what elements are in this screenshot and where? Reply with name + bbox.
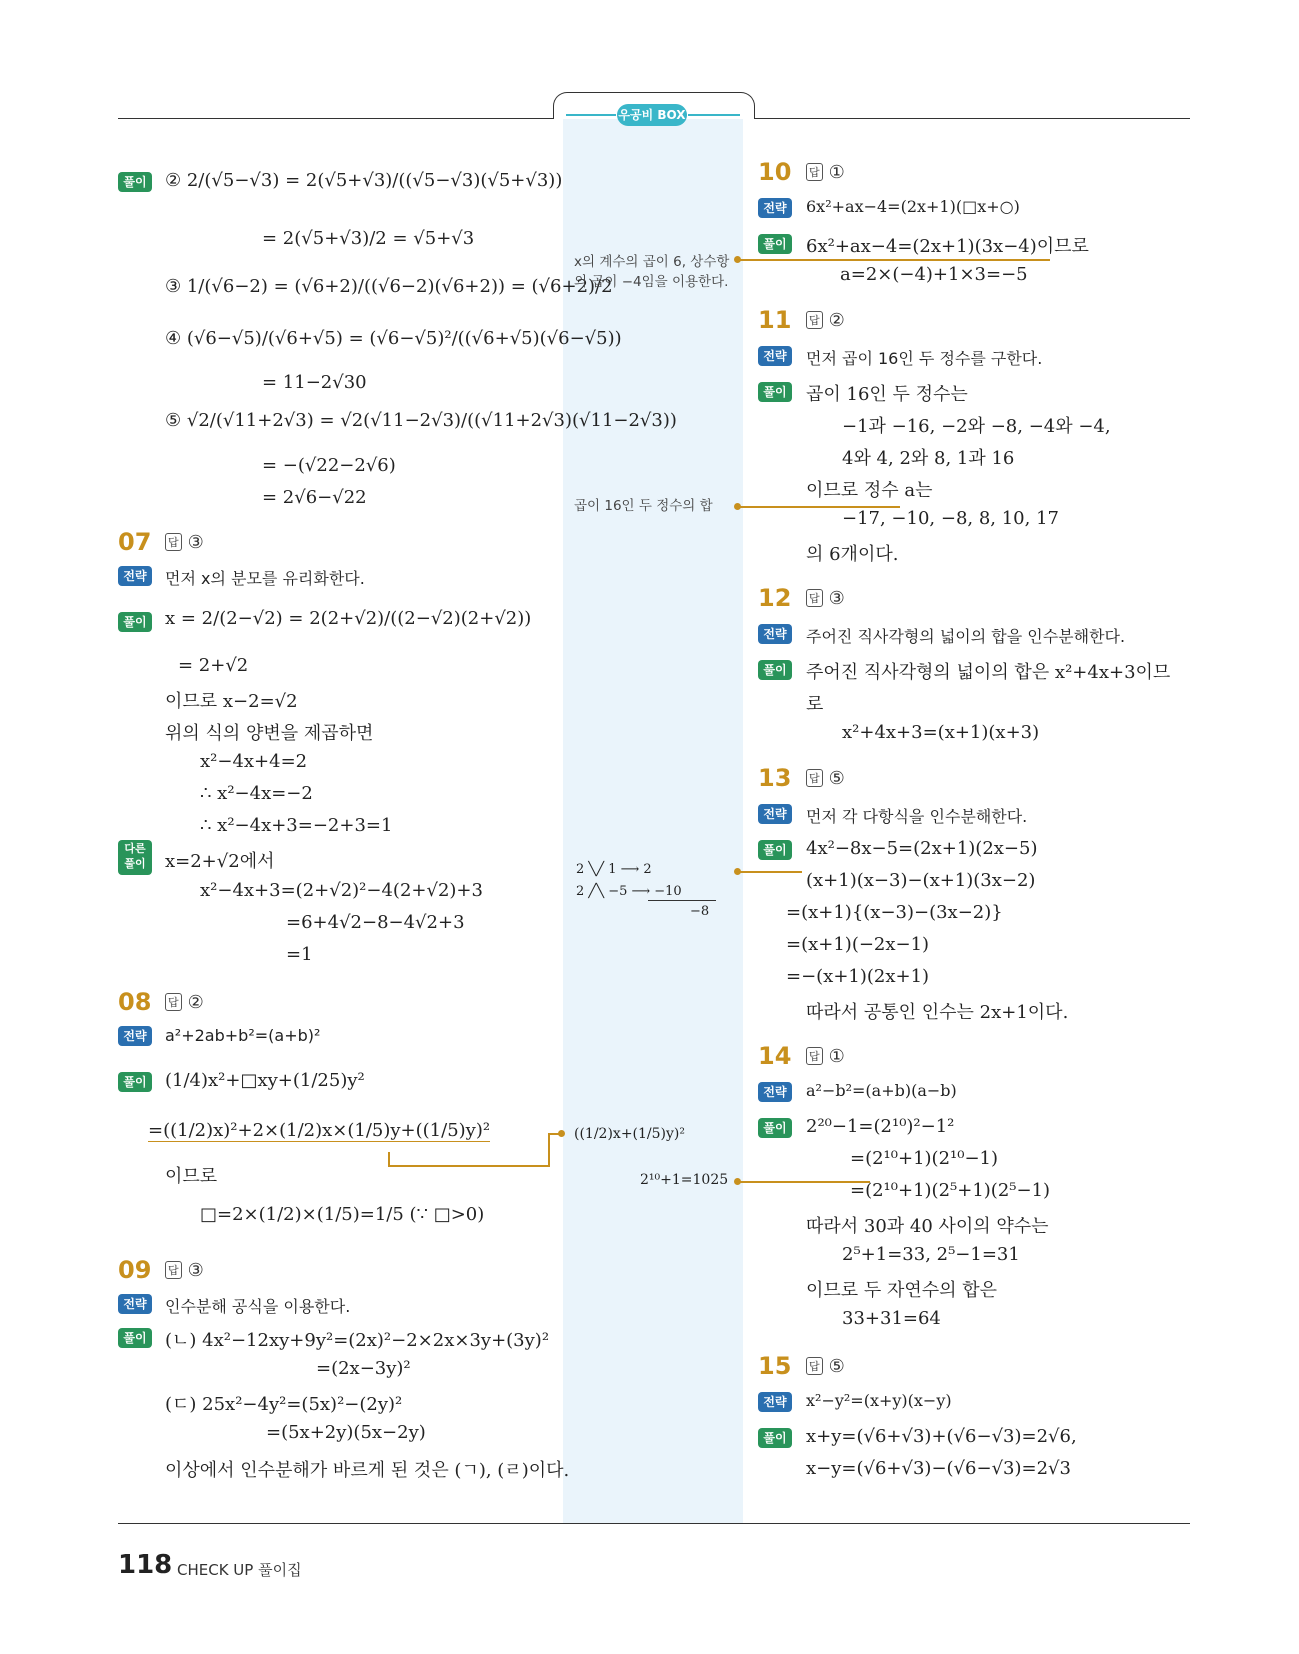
answer-icon: 답	[806, 1047, 823, 1065]
question-number: 14	[758, 1042, 792, 1070]
solution-line: =(x+1)(−2x−1)	[786, 934, 930, 955]
solution-line: = 2+√2	[178, 655, 249, 676]
solution-badge: 풀이	[758, 660, 792, 680]
answer-value: ①	[828, 1046, 845, 1067]
strategy-badge: 전략	[758, 624, 792, 644]
answer	[806, 162, 845, 183]
box-note: 곱이 16인 두 정수의 합	[574, 498, 713, 514]
answer-icon: 답	[806, 769, 823, 787]
strategy-text: x²−y²=(x+y)(x−y)	[806, 1391, 952, 1410]
solution-line: 주어진 직사각형의 넓이의 합은 x²+4x+3이므	[806, 662, 1171, 683]
solution-line: =((1/2)x)²+2×(1/2)x×(1/5)y+((1/5)y)²	[148, 1120, 491, 1141]
solution-line: −1과 −16, −2와 −8, −4와 −4,	[842, 416, 1111, 437]
solution-line: ② 2/(√5−√3) = 2(√5+√3)/((√5−√3)(√5+√3))	[165, 170, 563, 191]
solution-line: 이므로	[165, 1166, 218, 1187]
answer-value: ②	[187, 992, 204, 1013]
answer	[806, 310, 845, 331]
strategy-text: 인수분해 공식을 이용한다.	[165, 1297, 351, 1316]
solution-line: 2⁵+1=33, 2⁵−1=31	[842, 1244, 1020, 1265]
answer-value: ③	[187, 532, 204, 553]
solution-badge: 풀이	[758, 840, 792, 860]
strategy-badge: 전략	[758, 346, 792, 366]
solution-line: = 2√6−√22	[262, 487, 367, 508]
alt-solution-badge: 다른 풀이	[118, 840, 152, 875]
question-number: 07	[118, 528, 152, 556]
solution-line: ∴ x²−4x=−2	[200, 783, 313, 804]
question-number: 08	[118, 988, 152, 1016]
solution-badge: 풀이	[758, 234, 792, 254]
box-line-left	[566, 114, 616, 116]
solution-badge: 풀이	[118, 1328, 152, 1348]
box-note: ((1/2)x+(1/5)y)²	[574, 1126, 685, 1142]
strategy-text: 먼저 곱이 16인 두 정수를 구한다.	[806, 349, 1043, 368]
solution-line: 4x²−8x−5=(2x+1)(2x−5)	[806, 838, 1038, 859]
solution-line: 위의 식의 양변을 제곱하면	[165, 723, 374, 744]
solution-line: x²−4x+4=2	[200, 751, 308, 772]
solution-badge: 풀이	[758, 1428, 792, 1448]
strategy-badge: 전략	[758, 198, 792, 218]
solution-line: 이므로 두 자연수의 합은	[806, 1280, 998, 1301]
alt-solution-line: x²−4x+3=(2+√2)²−4(2+√2)+3	[200, 880, 483, 901]
strategy-badge: 전략	[758, 804, 792, 824]
answer-value: ③	[187, 1260, 204, 1281]
answer	[806, 1356, 845, 1377]
solution-line: =(5x+2y)(5x−2y)	[266, 1422, 426, 1443]
alt-solution-line: =1	[286, 944, 313, 965]
solution-line: 2²⁰−1=(2¹⁰)²−1²	[806, 1116, 955, 1137]
alt-solution-line: =6+4√2−8−4√2+3	[286, 912, 465, 933]
solution-badge: 풀이	[118, 172, 152, 192]
answer-icon: 답	[806, 1357, 823, 1375]
box-column	[563, 108, 743, 1523]
answer-icon: 답	[165, 533, 182, 551]
strategy-text: a²−b²=(a+b)(a−b)	[806, 1081, 957, 1100]
alt-solution-line: x=2+√2에서	[165, 851, 275, 872]
solution-line: = 11−2√30	[262, 372, 367, 393]
solution-line: =(x+1){(x−3)−(3x−2)}	[786, 902, 1003, 923]
solution-line: 6x²+ax−4=(2x+1)(3x−4)이므로	[806, 236, 1089, 257]
answer-value: ②	[828, 310, 845, 331]
solution-line: 이므로 정수 a는	[806, 480, 933, 501]
question-number: 09	[118, 1256, 152, 1284]
answer	[806, 588, 845, 609]
answer	[165, 992, 204, 1013]
solution-badge: 풀이	[118, 612, 152, 632]
cross-method-row: 2 ╱╲ −5 ⟶ −10	[576, 884, 682, 899]
note-connector	[740, 871, 802, 873]
solution-line: x+y=(√6+√3)+(√6−√3)=2√6,	[806, 1426, 1077, 1447]
solution-line: = −(√22−2√6)	[262, 455, 396, 476]
solution-line: −17, −10, −8, 8, 10, 17	[842, 508, 1059, 529]
solution-line: 곱이 16인 두 정수는	[806, 384, 968, 405]
top-rule-left	[118, 118, 554, 119]
solution-line: ∴ x²−4x+3=−2+3=1	[200, 815, 393, 836]
question-number: 10	[758, 158, 792, 186]
solution-line: 따라서 공통인 인수는 2x+1이다.	[806, 1002, 1069, 1023]
question-number: 11	[758, 306, 792, 334]
strategy-badge: 전략	[758, 1392, 792, 1412]
solution-badge: 풀이	[758, 382, 792, 402]
solution-line: =−(x+1)(2x+1)	[786, 966, 930, 987]
answer	[806, 1046, 845, 1067]
solution-badge: 풀이	[118, 1072, 152, 1092]
solution-line: x−y=(√6+√3)−(√6−√3)=2√3	[806, 1458, 1071, 1479]
solution-line: (ㄷ) 25x²−4y²=(5x)²−(2y)²	[165, 1394, 403, 1415]
note-connector	[388, 1152, 390, 1166]
solution-line: (ㄴ) 4x²−12xy+9y²=(2x)²−2×2x×3y+(3y)²	[165, 1330, 550, 1351]
box-note: 2¹⁰+1=1025	[640, 1172, 729, 1188]
solution-line: □=2×(1/2)×(1/5)=1/5 (∵ □>0)	[200, 1204, 485, 1225]
top-rule-right	[752, 118, 1190, 119]
answer-icon: 답	[806, 163, 823, 181]
solution-line: ⑤ √2/(√11+2√3) = √2(√11−2√3)/((√11+2√3)(√11−2√3))	[165, 410, 677, 431]
note-connector	[548, 1133, 550, 1166]
cross-sum-rule	[648, 900, 716, 901]
answer-value: ①	[828, 162, 845, 183]
answer-value: ⑤	[828, 1356, 845, 1377]
solution-line: (x+1)(x−3)−(x+1)(3x−2)	[806, 870, 1036, 891]
solution-line: =(2x−3y)²	[316, 1358, 411, 1379]
answer-icon: 답	[165, 1261, 182, 1279]
box-line-right	[688, 114, 740, 116]
answer	[165, 1260, 204, 1281]
note-connector	[740, 259, 1050, 261]
solution-line: a=2×(−4)+1×3=−5	[840, 264, 1028, 285]
question-number: 13	[758, 764, 792, 792]
page-number: 118	[118, 1550, 173, 1580]
solution-line: 의 6개이다.	[806, 544, 899, 565]
solution-line: x²+4x+3=(x+1)(x+3)	[842, 722, 1040, 743]
strategy-badge: 전략	[118, 1294, 152, 1314]
strategy-text: 주어진 직사각형의 넓이의 합을 인수분해한다.	[806, 627, 1126, 646]
strategy-text: 먼저 x의 분모를 유리화한다.	[165, 569, 365, 588]
question-number: 15	[758, 1352, 792, 1380]
answer	[806, 768, 845, 789]
note-connector	[388, 1165, 550, 1167]
box-label: 우공비 BOX	[617, 104, 687, 126]
question-number: 12	[758, 584, 792, 612]
cross-method-row: 2 ╲╱ 1 ⟶ 2	[576, 862, 652, 877]
solution-line: 33+31=64	[842, 1308, 941, 1329]
strategy-text: 6x²+ax−4=(2x+1)(□x+○)	[806, 197, 1020, 216]
answer-icon: 답	[806, 311, 823, 329]
solution-line: =(2¹⁰+1)(2⁵+1)(2⁵−1)	[850, 1180, 1051, 1201]
strategy-badge: 전략	[118, 1026, 152, 1046]
answer-value: ③	[828, 588, 845, 609]
answer-icon: 답	[806, 589, 823, 607]
solution-line: x = 2/(2−√2) = 2(2+√2)/((2−√2)(2+√2))	[165, 608, 532, 629]
solution-line: 4와 4, 2와 8, 1과 16	[842, 448, 1015, 469]
solution-badge: 풀이	[758, 1118, 792, 1138]
solution-line: 이므로 x−2=√2	[165, 691, 298, 712]
bottom-rule	[118, 1523, 1190, 1524]
page-label: CHECK UP 풀이집	[177, 1561, 302, 1579]
solution-line: (1/4)x²+□xy+(1/25)y²	[165, 1070, 365, 1091]
solution-line: 로	[806, 694, 824, 715]
answer	[165, 532, 204, 553]
strategy-text: a²+2ab+b²=(a+b)²	[165, 1026, 321, 1045]
strategy-badge: 전략	[118, 566, 152, 586]
box-note: x의 계수의 곱이 6, 상수항의 곱이 −4임을 이용한다.	[574, 254, 730, 290]
strategy-badge: 전략	[758, 1082, 792, 1102]
solution-line: 따라서 30과 40 사이의 약수는	[806, 1216, 1049, 1237]
solution-line: ④ (√6−√5)/(√6+√5) = (√6−√5)²/((√6+√5)(√6−√5))	[165, 328, 622, 349]
solution-line: = 2(√5+√3)/2 = √5+√3	[262, 228, 475, 249]
answer-value: ⑤	[828, 768, 845, 789]
solution-line: 이상에서 인수분해가 바르게 된 것은 (ㄱ), (ㄹ)이다.	[165, 1460, 570, 1481]
note-connector	[548, 1133, 560, 1135]
strategy-text: 먼저 각 다항식을 인수분해한다.	[806, 807, 1028, 826]
solution-line: ③ 1/(√6−2) = (√6+2)/((√6−2)(√6+2)) = (√6+2)/2	[165, 276, 613, 297]
solution-line: =(2¹⁰+1)(2¹⁰−1)	[850, 1148, 999, 1169]
answer-icon: 답	[165, 993, 182, 1011]
cross-method-sum: −8	[690, 904, 710, 919]
